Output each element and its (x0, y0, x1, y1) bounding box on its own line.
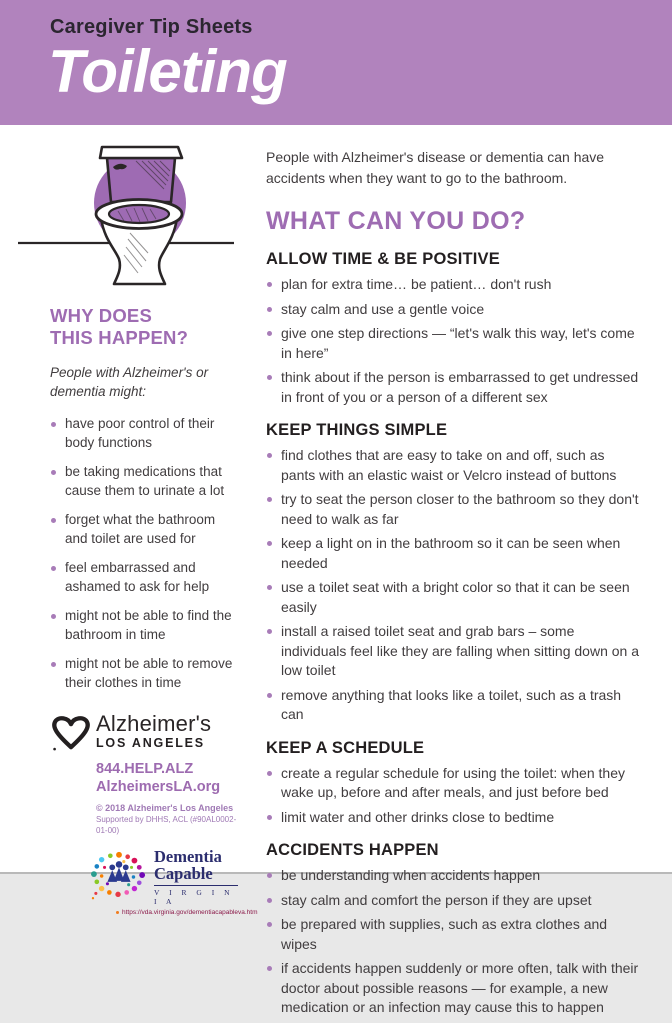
section-bullet-list (266, 866, 642, 1018)
list-item: be prepared with supplies, such as extra clothes and wipes (266, 915, 642, 954)
dcv-brain-icon (88, 850, 150, 904)
website-link[interactable]: AlzheimersLA.org (96, 779, 221, 795)
dcv-wordmark (154, 848, 238, 906)
dementia-capable-logo (88, 847, 258, 916)
section-keep-schedule (266, 739, 642, 828)
list-item: stay calm and use a gentle voice (266, 300, 642, 320)
list-item: forget what the bathroom and toilet are used for (50, 511, 238, 548)
helpline-phone[interactable]: 844.HELP.ALZ (96, 761, 194, 777)
list-item: remove anything that looks like a toilet, such as a trash can (266, 686, 642, 725)
dcv-state-label: V I R G I N I A (154, 885, 238, 906)
list-item: try to seat the person closer to the bathroom so they don't need to walk as far (266, 490, 642, 529)
list-item: think about if the person is embarrassed to get undressed in front of you or a person of a different sex (266, 368, 642, 407)
alz-legal (96, 802, 238, 836)
alz-contact (96, 760, 238, 796)
section-title: KEEP A SCHEDULE (266, 738, 425, 757)
footer-logos (50, 711, 258, 916)
list-item: plan for extra time… be patient… don't rush (266, 275, 642, 295)
header-band (0, 0, 672, 125)
section-title: ALLOW TIME & BE POSITIVE (266, 250, 500, 268)
dcv-url-dot-icon (116, 911, 119, 914)
section-title: KEEP THINGS SIMPLE (266, 421, 448, 439)
right-column (238, 133, 642, 1023)
list-item: give one step directions — “let's walk this way, let's come in here” (266, 324, 642, 363)
series-title: Caregiver Tip Sheets (50, 16, 253, 38)
section-allow-time (266, 250, 642, 407)
what-can-you-do-heading: WHAT CAN YOU DO? (266, 207, 526, 235)
list-item: might not be able to find the bathroom in time (50, 607, 238, 644)
section-title: ACCIDENTS HAPPEN (266, 841, 439, 859)
list-item: install a raised toilet seat and grab bars – some individuals feel like they are falling when sitting down on a low toilet (266, 622, 642, 681)
section-bullet-list (266, 275, 642, 407)
alz-org-name: Alzheimer's (96, 711, 212, 736)
page-title: Toileting (48, 38, 287, 105)
list-item: create a regular schedule for using the toilet: when they wake up, before and after meals, and just before bed (266, 764, 642, 803)
list-item: keep a light on in the bathroom so it can be seen when needed (266, 534, 642, 573)
section-accidents-happen (266, 841, 642, 1018)
section-keep-simple (266, 421, 642, 725)
why-heading (50, 305, 238, 349)
alz-logo (50, 712, 238, 754)
dcv-name-line2: Capable (154, 864, 213, 883)
alz-org-location: LOS ANGELES (96, 736, 205, 750)
list-item: if accidents happen suddenly or more often, talk with their doctor about possible reasons — for example, a new medication or an infection may cause this to happen (266, 959, 642, 1018)
toilet-illustration-icon (16, 139, 236, 291)
why-heading-line2: THIS HAPPEN? (50, 327, 189, 348)
alz-wordmark (96, 712, 211, 751)
left-intro-text: People with Alzheimer's or dementia might: (50, 365, 209, 399)
list-item: be taking medications that cause them to urinate a lot (50, 463, 238, 500)
section-bullet-list (266, 446, 642, 725)
funding-text: Supported by DHHS, ACL (#90AL0002-01-00) (96, 815, 237, 835)
list-item: limit water and other drinks close to bedtime (266, 808, 642, 828)
dcv-logo-row (88, 848, 238, 906)
list-item: find clothes that are easy to take on and off, such as pants with an elastic waist or Velcro instead of buttons (266, 446, 642, 485)
list-item: have poor control of their body functions (50, 415, 238, 452)
list-item: use a toilet seat with a bright color so that it can be seen easily (266, 578, 642, 617)
left-column (50, 133, 258, 1023)
list-item: feel embarrassed and ashamed to ask for help (50, 559, 238, 596)
intro-paragraph: People with Alzheimer's disease or dementia can have accidents when they want to go to the bathroom. (266, 149, 605, 186)
list-item: stay calm and comfort the person if they are upset (266, 891, 642, 911)
why-heading-line1: WHY DOES (50, 305, 152, 326)
copyright-text: © 2018 Alzheimer's Los Angeles (96, 803, 234, 813)
content-area (0, 125, 672, 1023)
dcv-url-link[interactable]: https://vda.virginia.gov/dementiacapableva.htm (122, 909, 258, 916)
section-bullet-list (266, 764, 642, 828)
list-item: be understanding when accidents happen (266, 866, 642, 886)
dcv-url-row (116, 909, 258, 916)
alz-heart-icon (50, 714, 92, 754)
why-bullet-list (50, 415, 238, 692)
list-item: might not be able to remove their clothes in time (50, 655, 238, 692)
dcv-name-line1: Dementia (154, 847, 222, 866)
